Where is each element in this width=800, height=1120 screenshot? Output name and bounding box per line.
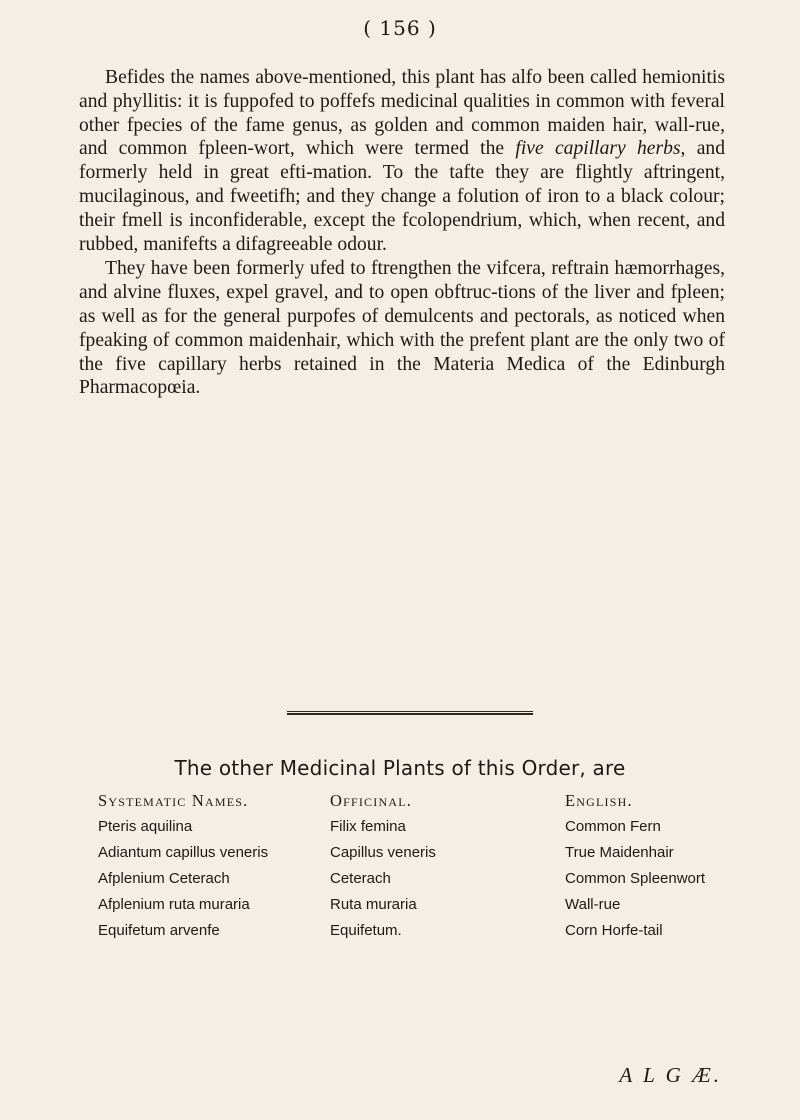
catchword: A L G Æ.	[619, 1063, 722, 1087]
paragraph-1-italic-phrase: five capillary herbs	[515, 138, 681, 160]
table-column-officinal	[330, 791, 530, 947]
table-cell: Pteris aquilina	[98, 818, 193, 835]
table-cell: Common Fern	[565, 818, 661, 835]
paragraph-1-text-a: Befides the names above-mentioned, this plant has alfo been called hemionitis and phyllitis: it is fuppofed to poffefs medicinal qualities in common with feveral other fpecies of the fame genus, as golden and common maiden hair, wall-rue, and common fpleen-wort, which were termed the	[79, 67, 725, 160]
table-cell: Equifetum.	[330, 922, 402, 939]
table-cell: Wall-rue	[565, 896, 621, 913]
column-header-systematic: Systematic Names.	[98, 791, 249, 810]
section-divider	[287, 711, 533, 716]
table-cell: Afplenium Ceterach	[98, 870, 230, 887]
table-cell: Equifetum arvenfe	[98, 922, 220, 939]
table-column-english	[565, 791, 765, 947]
table-column-systematic	[98, 791, 298, 947]
table-cell: Adiantum capillus veneris	[98, 844, 269, 861]
column-header-officinal: Officinal.	[330, 791, 413, 810]
body-text	[79, 66, 725, 400]
table-cell: Ceterach	[330, 870, 391, 887]
table-cell: Ruta muraria	[330, 896, 417, 913]
paragraph-1-text-b: , and formerly held in great efti-mation. To the tafte they are flightly aftringent, mucilaginous, and fweetifh; and they change a folution of iron to a black colour; their fmell is inconfiderable, except the fcolopendrium, which, when recent, and rubbed, manifefts a difagreeable odour.	[79, 138, 725, 255]
table-cell: Capillus veneris	[330, 844, 436, 861]
table-cell: Filix femina	[330, 818, 406, 835]
table-cell: Common Spleenwort	[565, 870, 706, 887]
table-cell: Afplenium ruta muraria	[98, 896, 250, 913]
page-number: ( 156 )	[363, 16, 437, 40]
paragraph-2: They have been formerly ufed to ftrengthen the vifcera, reftrain hæmorrhages, and alvine fluxes, expel gravel, and to open obftruc-tions of the liver and fpleen; as well as for the general purpofes of demulcents and pectorals, as noticed when fpeaking of common maidenhair, which with the prefent plant are the only two of the five capillary herbs retained in the Materia Medica of the Edinburgh Pharmacopœia.	[79, 258, 725, 399]
table-cell: True Maidenhair	[565, 844, 674, 861]
column-header-english: English.	[565, 791, 633, 810]
paragraph-1	[79, 66, 725, 256]
table-title: The other Medicinal Plants of this Order, are	[174, 756, 626, 780]
table-cell: Corn Horfe-tail	[565, 922, 663, 939]
